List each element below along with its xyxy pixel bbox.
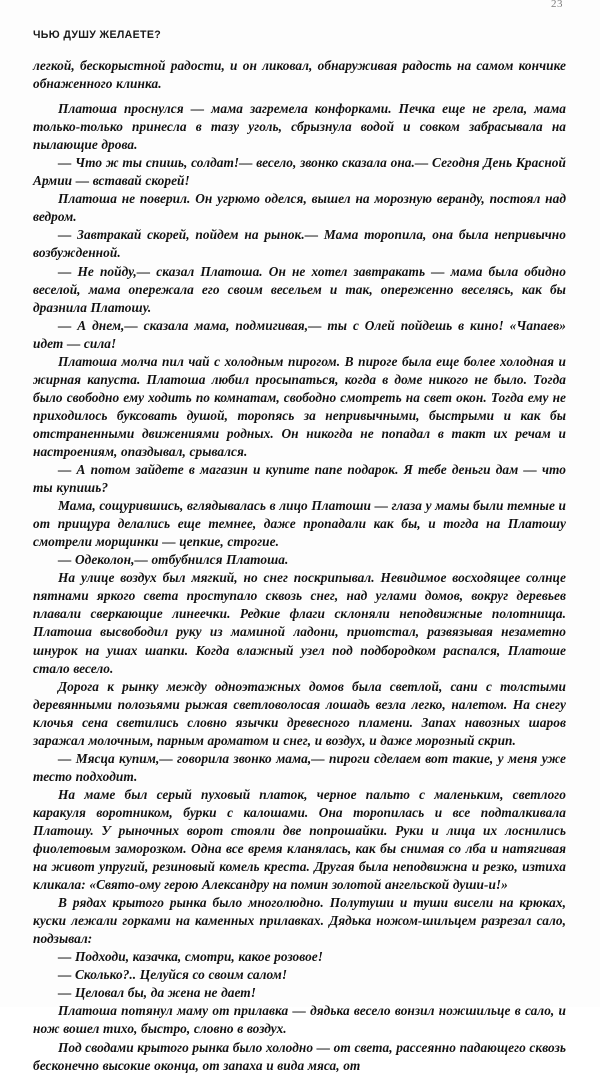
paragraph: — Что ж ты спишь, солдат!— весело, звонко сказала она.— Сегодня День Красной Армии — вставай скорей! <box>33 155 566 189</box>
paragraph: На улице воздух был мягкий, но снег поскрипывал. Невидимое восходящее солнце пятнами яркого света проступало сквозь снег, над углами домов, вокруг деревьев плавали сверкающие линеечки. Редкие флаги склоняли неподвижные полотнища. Платоша высвободил руку из маминой ладони, приотстал, развязывая незаметно шнурок на ушах шапки. Когда влажный узел под подбородком распался, Платоше стало весело. <box>33 570 566 676</box>
page-number: 23 <box>551 0 563 10</box>
paragraph: Платоша потянул маму от прилавка — дядька весело вонзил ножшильце в сало, и нож вошел тихо, быстро, словно в воздух. <box>33 1003 566 1037</box>
paragraph: — Сколько?.. Целуйся со своим салом! <box>58 967 288 983</box>
paragraph: В рядах крытого рынка было многолюдно. Полутуши и туши висели на крюках, куски лежали горками на каменных прилавках. Дядька ножом-шильцем разрезал сало, подзывал: <box>33 895 566 947</box>
paragraph: Платоша проснулся — мама загремела конфорками. Печка еще не грела, мама только-только принесла в тазу уголь, сбрызнула водой и совком забрасывала на пылающие дрова. <box>33 101 566 153</box>
paragraph: Платоша молча пил чай с холодным пирогом. В пироге была еще более холодная и жирная капуста. Платоша любил просыпаться, когда в доме никого не было. Тогда было свободно ему ходить по комнатам, свободно смотреть на свет окон. Тогда ему не приходилось буксовать душой, торопясь за непривычными, быстрыми и как бы отстраненными движениями родных. Он никогда не попадал в такт их речам и настроениям, опаздывал, срывался. <box>33 353 566 459</box>
paragraph: Дорога к рынку между одноэтажных домов была светлой, сани с толстыми деревянными полозьями рыжая светловолосая лошадь везла легко, налетом. На снегу клочья сена светились словно язычки древесного пламени. Запах навозных шаров заражал молочным, парным ароматом и снег, и воздух, и даже морозный скрип. <box>33 678 566 748</box>
paragraph: — Подходи, казачка, смотри, какое розовое! <box>58 949 324 965</box>
paragraph: — А потом зайдете в магазин и купите папе подарок. Я тебе деньги дам — что ты купишь? <box>33 462 566 496</box>
paragraph: легкой, бескорыстной радости, и он ликовал, обнаруживая радость на самом кончике обнаженного клинка. <box>33 58 566 92</box>
page-content-area <box>33 0 566 1073</box>
paragraph: Под сводами крытого рынка было холодно — от света, рассеянно падающего сквозь бесконечно высокие оконца, от запаха и вида мяса, от <box>33 1039 566 1073</box>
paragraph: — А днем,— сказала мама, подмигивая,— ты с Олей пойдешь в кино! «Чапаев» идет — сила! <box>33 317 566 351</box>
paragraph: — Мясца купим,— говорила звонко мама,— пироги сделаем вот такие, у меня уже тесто подходит. <box>33 750 566 784</box>
paragraph: Платоша не поверил. Он угрюмо оделся, вышел на морозную веранду, постоял над ведром. <box>33 191 566 225</box>
paragraph: — Одеколон,— отбубнился Платоша. <box>58 552 289 568</box>
paragraph: — Не пойду,— сказал Платоша. Он не хотел завтракать — мама была обидно веселой, мама опережала его своим весельем и так, опереженно веселясь, как бы дразнила Платошу. <box>33 263 566 315</box>
paragraph: Мама, сощурившись, вглядывалась в лицо Платоши — глаза у мамы были темные и от прищура делались еще темнее, даже пропадали как бы, и тогда на Платошу смотрели морщинки — цепкие, строгие. <box>33 498 566 550</box>
body-text-block <box>33 57 566 1075</box>
paragraph: — Целовал бы, да жена не дает! <box>58 985 256 1001</box>
paragraph: На маме был серый пуховый платок, черное пальто с маленьким, светлого каракуля воротником, бурки с калошами. Она торопилась и все подталкивала Платошу. У рыночных ворот стояли две попрошайки. Руки и лица их лоснились фиолетовым заморозком. Одна все время кланялась, как бы снимая со лба и натягивая на живот упругий, резиновый комель креста. Другая была неподвижна и резко, изтиха кликала: «Свято-ому герою Александру на помин золотой ангельской души-и!» <box>33 786 566 893</box>
paragraph: — Завтракай скорей, пойдем на рынок.— Мама торопила, она была непривычно возбужденной. <box>33 227 566 261</box>
running-head: ЧЬЮ ДУШУ ЖЕЛАЕТЕ? <box>33 29 162 41</box>
